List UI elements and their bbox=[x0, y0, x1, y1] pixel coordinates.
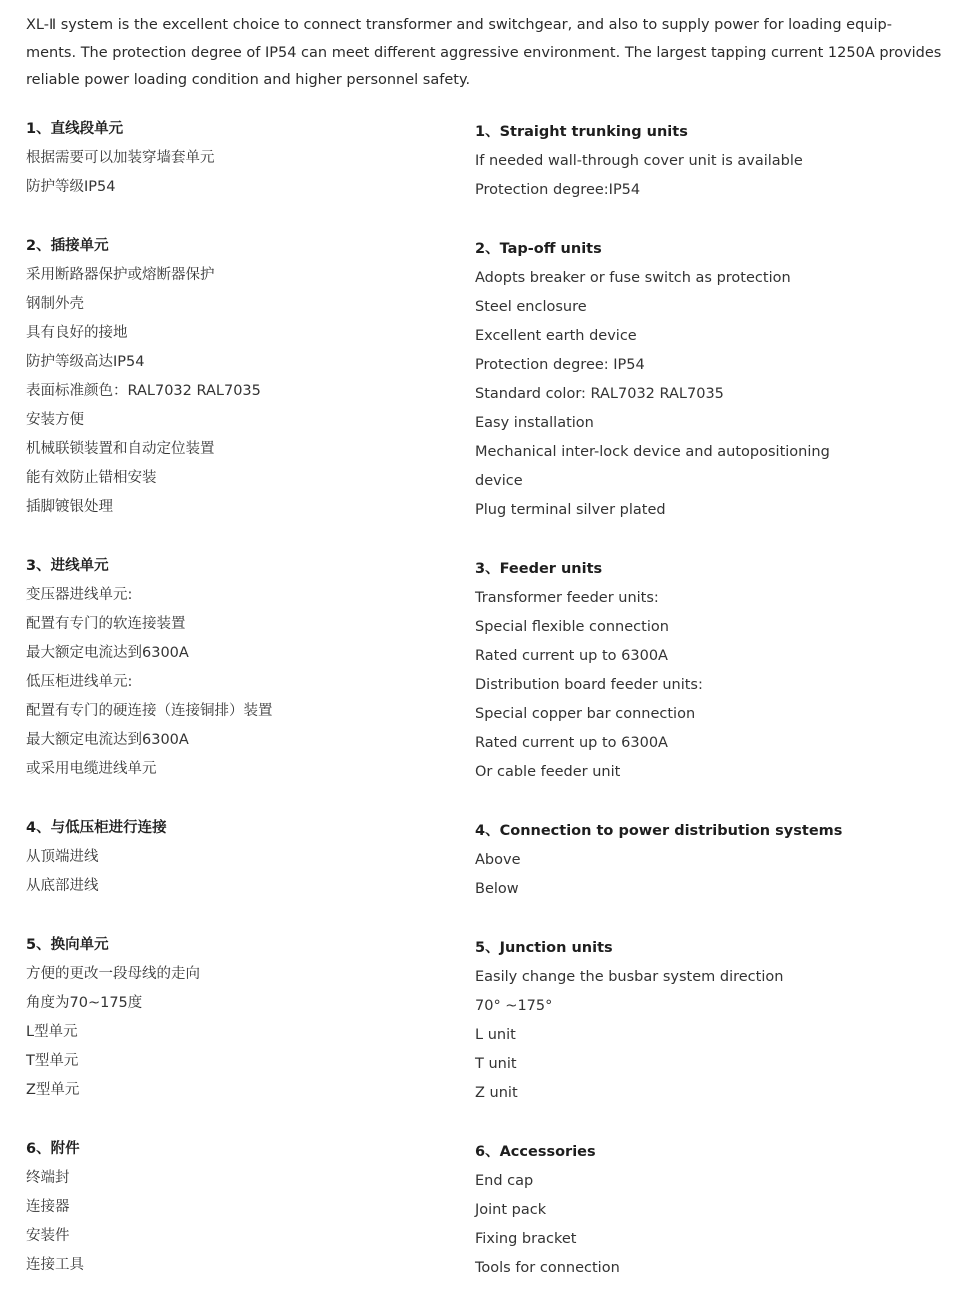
section-item: 安装件 bbox=[26, 1228, 70, 1244]
section-item: L unit bbox=[475, 1027, 516, 1043]
cn-section-feeder bbox=[26, 552, 446, 784]
section-item: 低压柜进线单元: bbox=[26, 674, 133, 690]
section-item: 连接器 bbox=[26, 1199, 70, 1215]
section-item: Special copper bar connection bbox=[475, 706, 696, 722]
section-item: 能有效防止错相安装 bbox=[26, 470, 157, 486]
section-heading: 6、附件 bbox=[26, 1141, 80, 1157]
section-item: 插脚镀银处理 bbox=[26, 499, 113, 515]
section-item: 配置有专门的硬连接（连接铜排）装置 bbox=[26, 703, 273, 719]
section-item: Below bbox=[475, 881, 519, 897]
cn-section-connection bbox=[26, 814, 446, 901]
section-item: Excellent earth device bbox=[475, 328, 637, 344]
section-item: Easily change the busbar system direction bbox=[475, 969, 784, 985]
section-heading: 5、换向单元 bbox=[26, 937, 109, 953]
intro-line: XL-Ⅱ system is the excellent choice to connect transformer and switchgear, and also to supply power for loading equip- bbox=[26, 17, 892, 33]
intro-line: ments. The protection degree of IP54 can meet different aggressive environment. The largest tapping current 1250A provides bbox=[26, 44, 942, 61]
section-item: Tools for connection bbox=[475, 1260, 620, 1276]
en-section-straight-trunking bbox=[475, 118, 945, 205]
en-section-feeder bbox=[475, 555, 945, 787]
section-item: T unit bbox=[475, 1056, 517, 1072]
section-item: 连接工具 bbox=[26, 1257, 84, 1273]
section-item: Or cable feeder unit bbox=[475, 764, 621, 780]
section-item: Plug terminal silver plated bbox=[475, 502, 666, 518]
section-item: Rated current up to 6300A bbox=[475, 648, 668, 664]
section-item: 表面标准颜色：RAL7032 RAL7035 bbox=[26, 383, 261, 399]
section-item: 从底部进线 bbox=[26, 878, 99, 894]
section-heading: 1、直线段单元 bbox=[26, 121, 124, 137]
section-item: Z unit bbox=[475, 1085, 518, 1101]
section-heading: 5、Junction units bbox=[475, 940, 613, 956]
cn-section-tap-off bbox=[26, 232, 446, 522]
section-item: Z型单元 bbox=[26, 1082, 80, 1098]
section-item: If needed wall-through cover unit is available bbox=[475, 153, 803, 169]
section-heading: 3、Feeder units bbox=[475, 561, 603, 577]
section-item: 最大额定电流达到6300A bbox=[26, 645, 189, 661]
cn-section-junction bbox=[26, 931, 446, 1105]
section-item: 终端封 bbox=[26, 1170, 70, 1186]
cn-section-accessories bbox=[26, 1135, 446, 1280]
section-item: 根据需要可以加装穿墙套单元 bbox=[26, 150, 215, 166]
section-item: Rated current up to 6300A bbox=[475, 735, 668, 751]
section-item: 变压器进线单元: bbox=[26, 587, 133, 603]
section-item: Special flexible connection bbox=[475, 619, 669, 635]
section-item: 机械联锁装置和自动定位装置 bbox=[26, 441, 215, 457]
section-heading: 3、进线单元 bbox=[26, 558, 109, 574]
section-item: Protection degree: IP54 bbox=[475, 357, 645, 373]
section-heading: 6、Accessories bbox=[475, 1144, 596, 1160]
section-item: Joint pack bbox=[475, 1202, 547, 1218]
section-item: Fixing bracket bbox=[475, 1231, 577, 1247]
section-item: Transformer feeder units: bbox=[475, 590, 659, 606]
en-section-connection bbox=[475, 817, 945, 904]
intro-line: reliable power loading condition and higher personnel safety. bbox=[26, 72, 471, 88]
section-item: 防护等级IP54 bbox=[26, 179, 116, 195]
section-item: 采用断路器保护或熔断器保护 bbox=[26, 267, 215, 283]
section-heading: 4、与低压柜进行连接 bbox=[26, 820, 167, 836]
section-item: End cap bbox=[475, 1173, 534, 1189]
section-item: Easy installation bbox=[475, 415, 594, 431]
section-item: Protection degree:IP54 bbox=[475, 182, 641, 198]
section-item: 70° ~175° bbox=[475, 998, 553, 1014]
section-item: T型单元 bbox=[26, 1053, 79, 1069]
section-item: Adopts breaker or fuse switch as protection bbox=[475, 270, 791, 286]
en-section-tap-off bbox=[475, 235, 945, 525]
section-item: Mechanical inter-lock device and autopositioning bbox=[475, 444, 830, 460]
section-item: 具有良好的接地 bbox=[26, 325, 128, 341]
section-item: 钢制外壳 bbox=[26, 296, 84, 312]
section-heading: 1、Straight trunking units bbox=[475, 124, 688, 140]
section-item: 安装方便 bbox=[26, 412, 84, 428]
section-item: Above bbox=[475, 852, 521, 868]
section-item: Steel enclosure bbox=[475, 299, 587, 315]
en-section-accessories bbox=[475, 1138, 945, 1283]
section-item: Standard color: RAL7032 RAL7035 bbox=[475, 386, 724, 402]
section-item: 最大额定电流达到6300A bbox=[26, 732, 189, 748]
section-item: Distribution board feeder units: bbox=[475, 677, 703, 693]
section-item: device bbox=[475, 473, 523, 489]
cn-section-straight-trunking bbox=[26, 115, 446, 202]
section-item: L型单元 bbox=[26, 1024, 78, 1040]
en-section-junction bbox=[475, 934, 945, 1108]
section-item: 或采用电缆进线单元 bbox=[26, 761, 157, 777]
section-item: 配置有专门的软连接装置 bbox=[26, 616, 186, 632]
section-heading: 2、Tap-off units bbox=[475, 241, 602, 257]
intro-paragraph bbox=[26, 12, 946, 95]
section-item: 从顶端进线 bbox=[26, 849, 99, 865]
section-item: 方便的更改一段母线的走向 bbox=[26, 966, 200, 982]
section-item: 防护等级高达IP54 bbox=[26, 354, 145, 370]
section-item: 角度为70~175度 bbox=[26, 995, 143, 1011]
section-heading: 2、插接单元 bbox=[26, 238, 109, 254]
section-heading: 4、Connection to power distribution systems bbox=[475, 823, 843, 839]
